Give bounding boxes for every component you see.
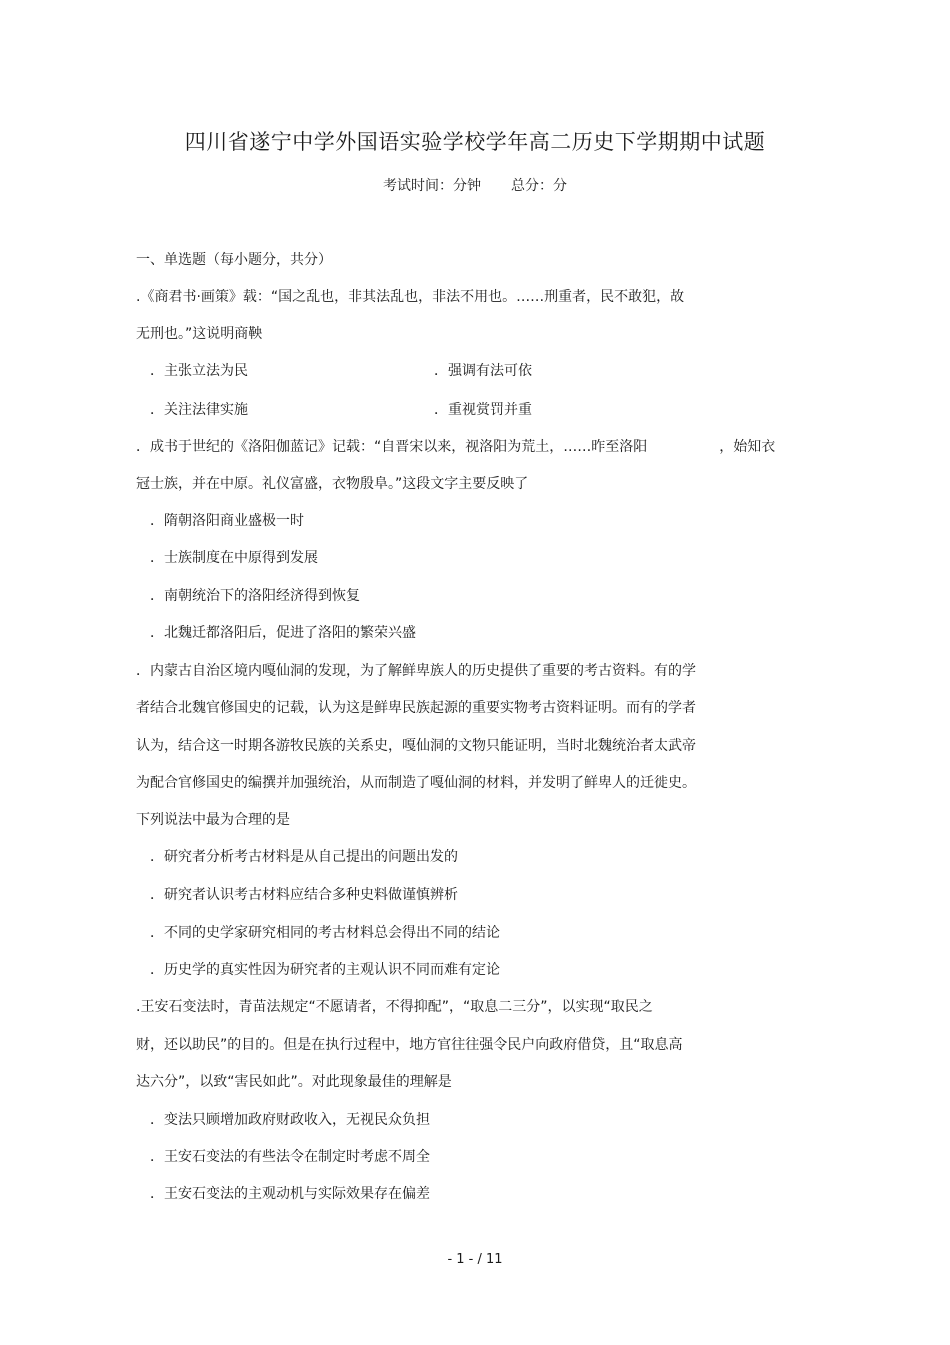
q4-stem-line1: .王安石变法时，青苗法规定“不愿请者，不得抑配”，“取息二三分”，以实现“取民之 — [136, 999, 653, 1015]
q1-stem-line2: 无刑也。”这说明商鞅 — [136, 326, 263, 342]
q2-option-c: ．南朝统治下的洛阳经济得到恢复 — [150, 588, 360, 604]
q3-stem-line1: ．内蒙古自治区境内嘎仙洞的发现，为了解鲜卑族人的历史提供了重要的考古资料。有的学 — [136, 663, 696, 679]
q2-option-d: ．北魏迁都洛阳后，促进了洛阳的繁荣兴盛 — [150, 625, 416, 641]
q4-option-a: ．变法只顾增加政府财政收入，无视民众负担 — [150, 1112, 430, 1128]
q2-option-a: ．隋朝洛阳商业盛极一时 — [150, 513, 304, 529]
exam-score: 总分：分 — [511, 178, 567, 194]
q2-stem-line1-part2: ，始知衣 — [719, 439, 776, 455]
q4-option-b: ．王安石变法的有些法令在制定时考虑不周全 — [150, 1149, 430, 1165]
page-title: 四川省遂宁中学外国语实验学校学年高二历史下学期期中试题 — [184, 130, 766, 154]
q3-option-c: ．不同的史学家研究相同的考古材料总会得出不同的结论 — [150, 925, 500, 941]
page-number: - 1 - / 11 — [447, 1252, 503, 1267]
q3-option-b: ．研究者认识考古材料应结合多种史料做谨慎辨析 — [150, 887, 458, 903]
q3-stem-line4: 为配合官修国史的编撰并加强统治，从而制造了嘎仙洞的材料，并发明了鲜卑人的迁徙史。 — [136, 775, 696, 791]
q1-option-b: ．强调有法可依 — [434, 363, 532, 379]
q2-option-b: ．士族制度在中原得到发展 — [150, 550, 318, 566]
q4-option-c: ．王安石变法的主观动机与实际效果存在偏差 — [150, 1186, 430, 1202]
exam-time: 考试时间：分钟 — [383, 178, 481, 194]
q3-stem-line5: 下列说法中最为合理的是 — [136, 812, 290, 828]
q3-stem-line3: 认为，结合这一时期各游牧民族的关系史，嘎仙洞的文物只能证明，当时北魏统治者太武帝 — [136, 738, 696, 754]
q4-stem-line2: 财，还以助民”的目的。但是在执行过程中，地方官往往强令民户向政府借贷，且“取息高 — [136, 1037, 683, 1053]
q3-option-d: ．历史学的真实性因为研究者的主观认识不同而难有定论 — [150, 962, 500, 978]
q4-stem-line3: 达六分”，以致“害民如此”。对此现象最佳的理解是 — [136, 1074, 452, 1090]
q3-stem-line2: 者结合北魏官修国史的记载，认为这是鲜卑民族起源的重要实物考古资料证明。而有的学者 — [136, 700, 696, 716]
q1-option-a: ．主张立法为民 — [150, 363, 248, 379]
exam-info — [0, 175, 950, 195]
q1-stem-line1: .《商君书·画策》载：“国之乱也，非其法乱也，非法不用也。……刑重者，民不敢犯，故 — [136, 289, 685, 305]
q2-stem-line2: 冠士族，并在中原。礼仪富盛，衣物殷阜。”这段文字主要反映了 — [136, 476, 529, 492]
q2-stem-line1 — [136, 437, 775, 457]
q2-stem-line1-part1: ．成书于世纪的《洛阳伽蓝记》记载：“自晋宋以来，视洛阳为荒土，……昨至洛阳 — [136, 439, 648, 455]
q1-option-c: ．关注法律实施 — [150, 402, 248, 418]
section-heading: 一、单选题（每小题分，共分） — [136, 252, 332, 268]
q1-option-d: ．重视赏罚并重 — [434, 402, 532, 418]
q3-option-a: ．研究者分析考古材料是从自己提出的问题出发的 — [150, 849, 458, 865]
